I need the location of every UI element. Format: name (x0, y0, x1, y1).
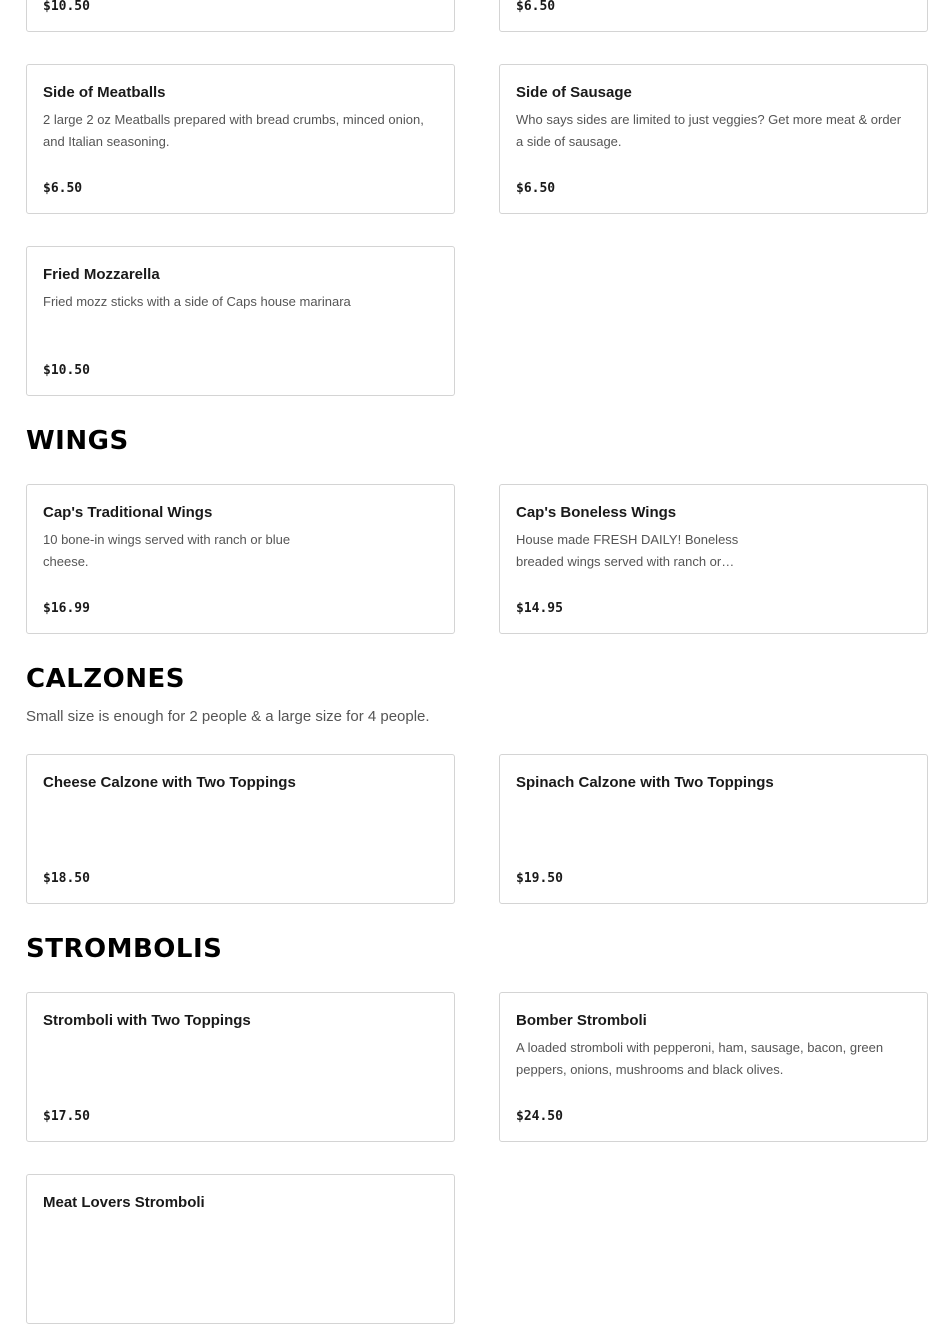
item-price: $19.50 (516, 871, 563, 886)
section-title-strombolis: STROMBOLIS (26, 934, 223, 964)
menu-item-card[interactable] (499, 0, 928, 32)
item-description: 2 large 2 oz Meatballs prepared with bread crumbs, minced onion, and Italian seasoning. (43, 112, 424, 149)
item-price: $6.50 (516, 0, 556, 14)
menu-item-card[interactable] (499, 754, 928, 904)
item-price: $16.99 (43, 601, 90, 616)
section-subtitle-calzones: Small size is enough for 2 people & a large size for 4 people. (26, 708, 430, 725)
item-name: Meat Lovers Stromboli (43, 1194, 205, 1211)
menu-item-card[interactable] (26, 246, 455, 396)
menu-item-card[interactable] (499, 992, 928, 1142)
item-name: Cap's Traditional Wings (43, 504, 213, 521)
item-description: A loaded stromboli with pepperoni, ham, sausage, bacon, green peppers, onions, mushrooms and black olives. (516, 1040, 884, 1077)
item-name: Spinach Calzone with Two Toppings (516, 774, 774, 791)
item-price: $18.50 (43, 871, 90, 886)
item-name: Stromboli with Two Toppings (43, 1012, 251, 1029)
item-price: $10.50 (43, 0, 90, 14)
item-name: Bomber Stromboli (516, 1012, 647, 1029)
menu-item-card[interactable] (26, 1174, 455, 1324)
item-name: Fried Mozzarella (43, 266, 160, 283)
item-name: Cap's Boneless Wings (516, 504, 677, 521)
item-price: $10.50 (43, 363, 90, 378)
item-name: Cheese Calzone with Two Toppings (43, 774, 296, 791)
item-description: House made FRESH DAILY! Boneless breaded wings served with ranch or… (516, 532, 739, 569)
menu-item-card[interactable] (26, 754, 455, 904)
section-title-wings: WINGS (26, 426, 129, 456)
item-name: Side of Sausage (516, 84, 632, 101)
menu-item-card[interactable] (26, 992, 455, 1142)
menu-item-card[interactable] (26, 0, 455, 32)
menu-item-card[interactable] (499, 64, 928, 214)
menu-item-card[interactable] (26, 64, 455, 214)
item-price: $6.50 (516, 181, 556, 196)
item-price: $24.50 (516, 1109, 563, 1124)
section-title-calzones: CALZONES (26, 664, 185, 694)
menu-item-card[interactable] (499, 484, 928, 634)
item-price: $17.50 (43, 1109, 90, 1124)
item-price: $6.50 (43, 181, 83, 196)
item-price: $14.95 (516, 601, 563, 616)
item-description: Fried mozz sticks with a side of Caps house marinara (43, 294, 351, 309)
item-description: Who says sides are limited to just veggies? Get more meat & order a side of sausage. (516, 112, 902, 149)
item-name: Side of Meatballs (43, 84, 166, 101)
item-description: 10 bone-in wings served with ranch or blue cheese. (43, 532, 291, 569)
menu-item-card[interactable] (26, 484, 455, 634)
